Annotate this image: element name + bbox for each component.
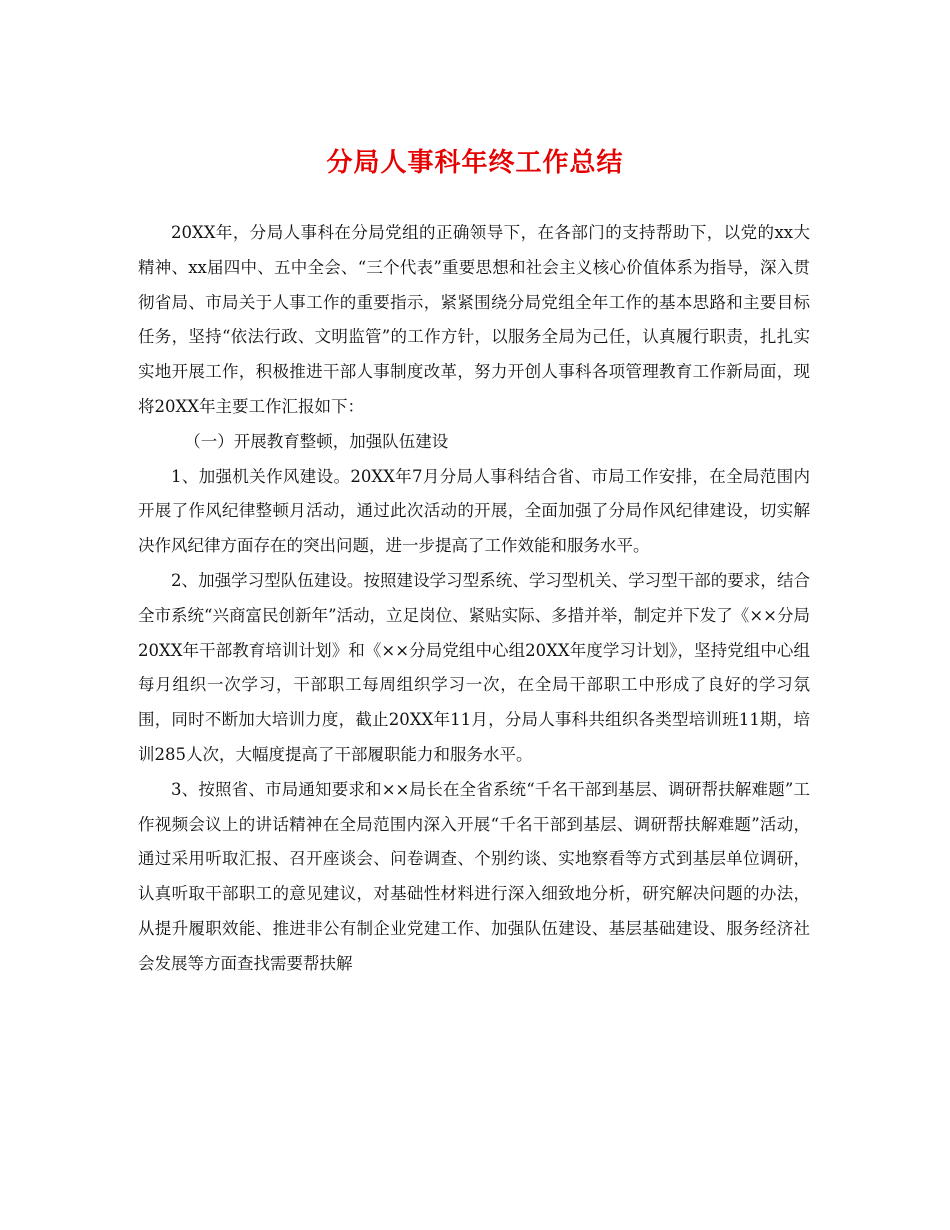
paragraph-item-3: 3、按照省、市局通知要求和××局长在全省系统“千名干部到基层、调研帮扶解难题”工作视频会议上的讲话精神在全局范围内深入开展“千名干部到基层、调研帮扶解难题”活动，通过采用听取汇报、召开座谈会、问卷调查、个别约谈、实地察看等方式到基层单位调研，认真听取干部职工的意见建议，对基础性材料进行深入细致地分析，研究解决问题的办法，从提升履职效能、推进非公有制企业党建工作、加强队伍建设、基层基础建设、服务经济社会发展等方面查找需要帮扶解 (138, 779, 810, 973)
paragraph-item-1: 1、加强机关作风建设。20XX年7月分局人事科结合省、市局工作安排，在全局范围内开展了作风纪律整顿月活动，通过此次活动的开展，全面加强了分局作风纪律建设，切实解决作风纪律方面存在的突出问题，进一步提高了工作效能和服务水平。 (138, 466, 810, 556)
section-heading: （一）开展教育整顿，加强队伍建设 (184, 431, 449, 451)
document-title: 分局人事科年终工作总结 (326, 148, 624, 178)
document-body (138, 216, 810, 982)
paragraph-intro: 20XX年，分局人事科在分局党组的正确领导下，在各部门的支持帮助下，以党的xx大精神、xx届四中、五中全会、“三个代表”重要思想和社会主义核心价值体系为指导，深入贯彻省局、市局关于人事工作的重要指示，紧紧围绕分局党组全年工作的基本思路和主要目标任务，坚持“依法行政、文明监管”的工作方针，以服务全局为己任，认真履行职责，扎扎实实地开展工作，积极推进干部人事制度改革，努力开创人事科各项管理教育工作新局面，现将20XX年主要工作汇报如下： (138, 223, 810, 416)
paragraph-item-2: 2、加强学习型队伍建设。按照建设学习型系统、学习型机关、学习型干部的要求，结合全市系统“兴商富民创新年”活动，立足岗位、紧贴实际、多措并举，制定并下发了《××分局20XX年干部教育培训计划》和《××分局党组中心组20XX年度学习计划》，坚持党组中心组每月组织一次学习，干部职工每周组织学习一次，在全局干部职工中形成了良好的学习氛围，同时不断加大培训力度，截止20XX年11月，分局人事科共组织各类型培训班11期，培训285人次，大幅度提高了干部履职能力和服务水平。 (138, 570, 810, 764)
